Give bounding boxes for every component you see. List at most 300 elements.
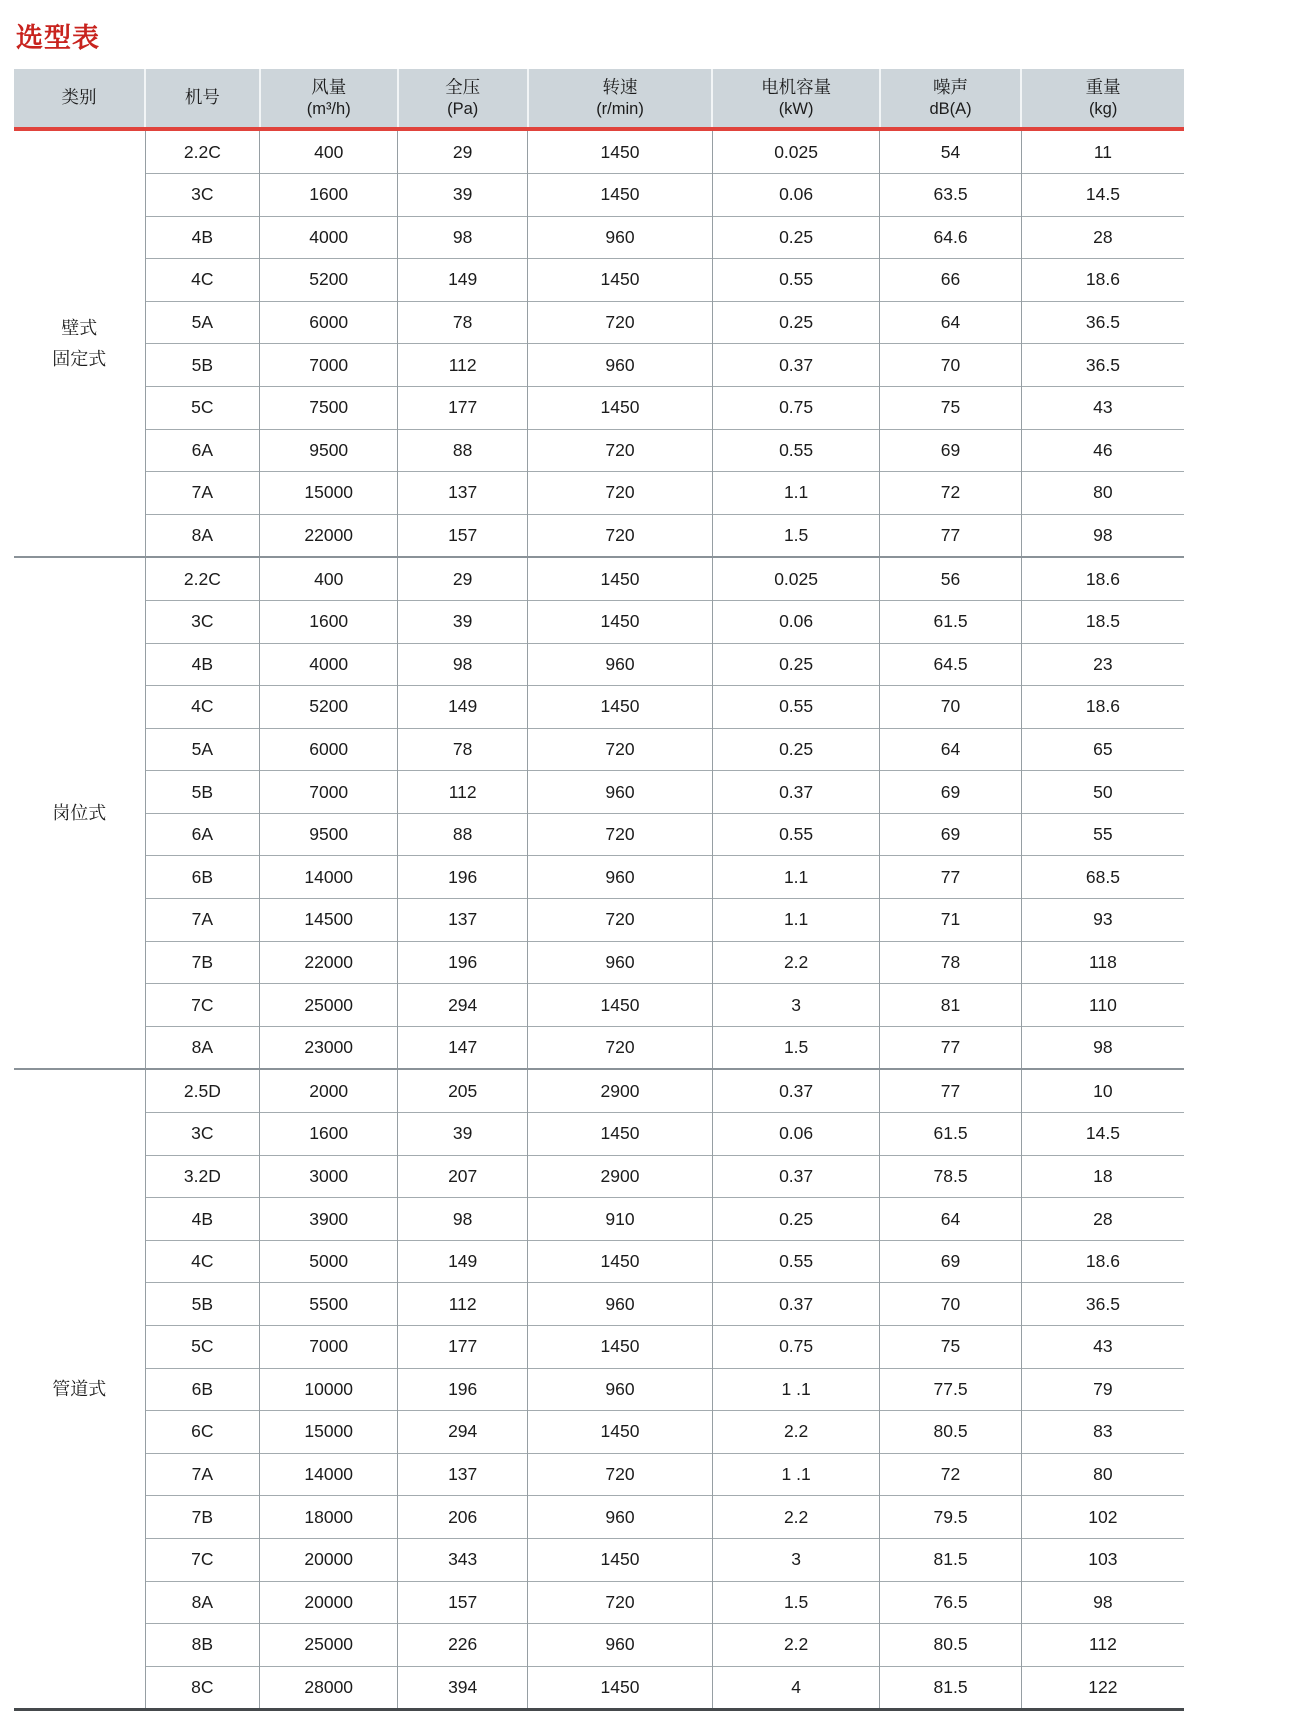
table-row	[14, 129, 1184, 173]
table-cell: 7C	[145, 1538, 260, 1581]
column-label: 重量	[1085, 77, 1121, 97]
table-cell: 157	[398, 1581, 528, 1624]
table-cell: 5A	[145, 728, 260, 771]
table-cell: 36.5	[1021, 301, 1184, 344]
table-cell: 149	[398, 259, 528, 302]
table-cell: 0.55	[712, 429, 879, 472]
table-row	[14, 1283, 1184, 1326]
table-cell: 83	[1021, 1411, 1184, 1454]
table-cell: 0.37	[712, 771, 879, 814]
table-cell: 910	[528, 1198, 713, 1241]
table-cell: 5C	[145, 1326, 260, 1369]
table-row	[14, 344, 1184, 387]
table-cell: 1450	[528, 557, 713, 600]
table-row	[14, 1368, 1184, 1411]
table-cell: 0.75	[712, 386, 879, 429]
table-cell: 177	[398, 386, 528, 429]
table-row	[14, 1581, 1184, 1624]
table-cell: 7500	[260, 386, 398, 429]
table-cell: 960	[528, 1496, 713, 1539]
table-cell: 1450	[528, 600, 713, 643]
table-row	[14, 386, 1184, 429]
table-cell: 80.5	[880, 1624, 1022, 1667]
table-cell: 10	[1021, 1069, 1184, 1112]
table-cell: 88	[398, 813, 528, 856]
table-cell: 1450	[528, 1240, 713, 1283]
table-row	[14, 899, 1184, 942]
table-cell: 14500	[260, 899, 398, 942]
table-cell: 8C	[145, 1666, 260, 1710]
table-cell: 61.5	[880, 1113, 1022, 1156]
table-cell: 1.5	[712, 1026, 879, 1069]
table-cell: 102	[1021, 1496, 1184, 1539]
table-cell: 137	[398, 472, 528, 515]
category-cell	[14, 1069, 145, 1709]
table-cell: 3C	[145, 173, 260, 216]
table-cell: 81.5	[880, 1538, 1022, 1581]
table-cell: 39	[398, 173, 528, 216]
table-cell: 112	[398, 344, 528, 387]
table-cell: 5B	[145, 1283, 260, 1326]
table-row	[14, 1069, 1184, 1112]
column-unit: (kg)	[1088, 99, 1118, 118]
table-cell: 98	[1021, 1581, 1184, 1624]
table-cell: 8A	[145, 1026, 260, 1069]
table-cell: 70	[880, 344, 1022, 387]
table-cell: 70	[880, 686, 1022, 729]
table-cell: 122	[1021, 1666, 1184, 1710]
table-cell: 1600	[260, 600, 398, 643]
table-cell: 18.6	[1021, 686, 1184, 729]
table-cell: 1 .1	[712, 1368, 879, 1411]
table-cell: 63.5	[880, 173, 1022, 216]
table-cell: 1450	[528, 1666, 713, 1710]
table-cell: 6C	[145, 1411, 260, 1454]
table-cell: 77.5	[880, 1368, 1022, 1411]
column-header-7	[880, 69, 1022, 129]
table-cell: 72	[880, 1453, 1022, 1496]
table-cell: 25000	[260, 984, 398, 1027]
table-cell: 1.1	[712, 856, 879, 899]
table-cell: 8A	[145, 514, 260, 557]
table-row	[14, 1155, 1184, 1198]
table-cell: 56	[880, 557, 1022, 600]
table-cell: 5500	[260, 1283, 398, 1326]
table-cell: 1.5	[712, 514, 879, 557]
table-cell: 7B	[145, 941, 260, 984]
table-cell: 0.25	[712, 643, 879, 686]
table-cell: 720	[528, 813, 713, 856]
table-cell: 61.5	[880, 600, 1022, 643]
table-cell: 0.06	[712, 173, 879, 216]
table-cell: 64	[880, 728, 1022, 771]
table-cell: 1450	[528, 1326, 713, 1369]
table-cell: 20000	[260, 1581, 398, 1624]
table-cell: 78	[880, 941, 1022, 984]
table-cell: 3	[712, 1538, 879, 1581]
table-row	[14, 643, 1184, 686]
table-cell: 69	[880, 1240, 1022, 1283]
table-cell: 960	[528, 344, 713, 387]
table-row	[14, 173, 1184, 216]
table-cell: 226	[398, 1624, 528, 1667]
table-cell: 4000	[260, 216, 398, 259]
table-cell: 137	[398, 899, 528, 942]
table-cell: 0.06	[712, 600, 879, 643]
table-cell: 4C	[145, 259, 260, 302]
table-cell: 394	[398, 1666, 528, 1710]
table-row	[14, 1496, 1184, 1539]
table-cell: 98	[1021, 514, 1184, 557]
table-cell: 1.1	[712, 899, 879, 942]
table-cell: 29	[398, 129, 528, 173]
table-cell: 14.5	[1021, 1113, 1184, 1156]
table-row	[14, 557, 1184, 600]
table-cell: 98	[398, 216, 528, 259]
table-cell: 4B	[145, 643, 260, 686]
column-label: 机号	[184, 87, 220, 108]
table-row	[14, 1538, 1184, 1581]
section-2	[14, 557, 1184, 1069]
table-cell: 18.6	[1021, 1240, 1184, 1283]
column-header-5	[528, 69, 713, 129]
table-cell: 9500	[260, 813, 398, 856]
table-cell: 5A	[145, 301, 260, 344]
table-cell: 1450	[528, 129, 713, 173]
table-cell: 78	[398, 301, 528, 344]
column-label: 电机容量	[761, 77, 832, 97]
table-cell: 77	[880, 1026, 1022, 1069]
table-cell: 77	[880, 514, 1022, 557]
table-cell: 4	[712, 1666, 879, 1710]
table-cell: 22000	[260, 941, 398, 984]
table-cell: 11	[1021, 129, 1184, 173]
table-cell: 1450	[528, 173, 713, 216]
table-cell: 3C	[145, 1113, 260, 1156]
table-row	[14, 1666, 1184, 1710]
table-cell: 720	[528, 472, 713, 515]
table-row	[14, 514, 1184, 557]
table-cell: 28	[1021, 216, 1184, 259]
table-cell: 0.37	[712, 344, 879, 387]
table-cell: 18.6	[1021, 557, 1184, 600]
table-cell: 7A	[145, 472, 260, 515]
table-cell: 3C	[145, 600, 260, 643]
table-cell: 64.5	[880, 643, 1022, 686]
table-cell: 18	[1021, 1155, 1184, 1198]
column-unit: (m³/h)	[306, 99, 351, 118]
section-3	[14, 1069, 1184, 1709]
table-row	[14, 1453, 1184, 1496]
table-cell: 4B	[145, 216, 260, 259]
table-cell: 14000	[260, 1453, 398, 1496]
table-cell: 4C	[145, 686, 260, 729]
table-cell: 103	[1021, 1538, 1184, 1581]
table-cell: 7000	[260, 344, 398, 387]
table-cell: 3000	[260, 1155, 398, 1198]
table-cell: 960	[528, 216, 713, 259]
table-row	[14, 301, 1184, 344]
column-header-1	[14, 69, 145, 129]
table-row	[14, 771, 1184, 814]
table-cell: 7C	[145, 984, 260, 1027]
table-cell: 720	[528, 899, 713, 942]
table-cell: 1.5	[712, 1581, 879, 1624]
table-cell: 69	[880, 429, 1022, 472]
selection-table	[14, 69, 1184, 1711]
table-cell: 1450	[528, 984, 713, 1027]
table-cell: 9500	[260, 429, 398, 472]
table-cell: 196	[398, 856, 528, 899]
table-cell: 36.5	[1021, 344, 1184, 387]
table-cell: 110	[1021, 984, 1184, 1027]
table-cell: 64	[880, 1198, 1022, 1241]
category-cell	[14, 557, 145, 1069]
table-cell: 23	[1021, 643, 1184, 686]
table-cell: 149	[398, 686, 528, 729]
table-cell: 1.1	[712, 472, 879, 515]
table-cell: 2.2	[712, 941, 879, 984]
column-header-8	[1021, 69, 1184, 129]
table-cell: 720	[528, 1453, 713, 1496]
table-cell: 6A	[145, 429, 260, 472]
table-cell: 0.37	[712, 1155, 879, 1198]
table-cell: 960	[528, 856, 713, 899]
table-cell: 2.2	[712, 1624, 879, 1667]
table-cell: 1 .1	[712, 1453, 879, 1496]
column-label: 类别	[61, 87, 97, 108]
table-cell: 54	[880, 129, 1022, 173]
table-cell: 2900	[528, 1069, 713, 1112]
table-cell: 29	[398, 557, 528, 600]
table-cell: 98	[1021, 1026, 1184, 1069]
table-cell: 1450	[528, 1411, 713, 1454]
table-cell: 1450	[528, 1113, 713, 1156]
column-label: 噪声	[933, 77, 969, 97]
category-label-line: 固定式	[52, 348, 107, 369]
table-cell: 0.55	[712, 686, 879, 729]
table-cell: 294	[398, 984, 528, 1027]
table-cell: 88	[398, 429, 528, 472]
table-cell: 25000	[260, 1624, 398, 1667]
column-unit: (r/min)	[596, 99, 644, 118]
category-label-line: 岗位式	[52, 803, 107, 824]
table-row	[14, 1198, 1184, 1241]
table-cell: 157	[398, 514, 528, 557]
table-row	[14, 856, 1184, 899]
table-cell: 8A	[145, 1581, 260, 1624]
table-cell: 0.75	[712, 1326, 879, 1369]
column-header-2	[145, 69, 260, 129]
table-cell: 50	[1021, 771, 1184, 814]
table-cell: 66	[880, 259, 1022, 302]
page-title: 选型表	[16, 23, 100, 53]
table-cell: 81	[880, 984, 1022, 1027]
table-cell: 2900	[528, 1155, 713, 1198]
table-cell: 69	[880, 771, 1022, 814]
table-cell: 0.06	[712, 1113, 879, 1156]
table-cell: 196	[398, 1368, 528, 1411]
table-cell: 2.2C	[145, 557, 260, 600]
table-cell: 70	[880, 1283, 1022, 1326]
table-header	[14, 69, 1184, 129]
table-cell: 10000	[260, 1368, 398, 1411]
table-row	[14, 429, 1184, 472]
table-cell: 4B	[145, 1198, 260, 1241]
table-cell: 98	[398, 1198, 528, 1241]
table-cell: 960	[528, 1283, 713, 1326]
table-cell: 720	[528, 1026, 713, 1069]
section-1	[14, 129, 1184, 557]
table-cell: 43	[1021, 1326, 1184, 1369]
table-row	[14, 813, 1184, 856]
table-cell: 0.25	[712, 216, 879, 259]
column-unit: dB(A)	[929, 99, 972, 118]
table-row	[14, 216, 1184, 259]
header-row	[14, 69, 1184, 129]
table-cell: 2.2	[712, 1411, 879, 1454]
table-row	[14, 600, 1184, 643]
table-cell: 80	[1021, 472, 1184, 515]
table-cell: 18.5	[1021, 600, 1184, 643]
table-cell: 18000	[260, 1496, 398, 1539]
table-cell: 81.5	[880, 1666, 1022, 1710]
table-cell: 46	[1021, 429, 1184, 472]
table-cell: 15000	[260, 1411, 398, 1454]
table-row	[14, 472, 1184, 515]
table-cell: 0.55	[712, 813, 879, 856]
table-cell: 177	[398, 1326, 528, 1369]
table-cell: 8B	[145, 1624, 260, 1667]
table-cell: 0.025	[712, 557, 879, 600]
table-cell: 137	[398, 1453, 528, 1496]
table-cell: 93	[1021, 899, 1184, 942]
column-label: 转速	[602, 77, 638, 97]
table-cell: 14.5	[1021, 173, 1184, 216]
table-row	[14, 1624, 1184, 1667]
table-cell: 3.2D	[145, 1155, 260, 1198]
table-row	[14, 259, 1184, 302]
table-cell: 5200	[260, 259, 398, 302]
table-row	[14, 1026, 1184, 1069]
table-cell: 6A	[145, 813, 260, 856]
table-cell: 196	[398, 941, 528, 984]
table-cell: 39	[398, 1113, 528, 1156]
table-row	[14, 984, 1184, 1027]
table-cell: 0.025	[712, 129, 879, 173]
column-label: 全压	[445, 77, 481, 97]
table-cell: 64	[880, 301, 1022, 344]
table-cell: 22000	[260, 514, 398, 557]
table-cell: 720	[528, 728, 713, 771]
table-cell: 78	[398, 728, 528, 771]
table-cell: 20000	[260, 1538, 398, 1581]
table-cell: 0.37	[712, 1069, 879, 1112]
table-cell: 14000	[260, 856, 398, 899]
table-cell: 77	[880, 856, 1022, 899]
table-cell: 15000	[260, 472, 398, 515]
table-cell: 294	[398, 1411, 528, 1454]
table-cell: 960	[528, 941, 713, 984]
table-cell: 7A	[145, 1453, 260, 1496]
table-cell: 64.6	[880, 216, 1022, 259]
column-unit: (Pa)	[447, 99, 479, 118]
table-cell: 6000	[260, 728, 398, 771]
table-cell: 6B	[145, 1368, 260, 1411]
table-cell: 0.25	[712, 728, 879, 771]
table-cell: 2.2	[712, 1496, 879, 1539]
table-cell: 3900	[260, 1198, 398, 1241]
table-cell: 5B	[145, 771, 260, 814]
table-cell: 1450	[528, 386, 713, 429]
table-cell: 18.6	[1021, 259, 1184, 302]
table-cell: 1600	[260, 1113, 398, 1156]
table-cell: 6B	[145, 856, 260, 899]
table-cell: 112	[398, 771, 528, 814]
table-cell: 0.55	[712, 259, 879, 302]
category-cell	[14, 129, 145, 557]
table-cell: 7000	[260, 1326, 398, 1369]
table-row	[14, 686, 1184, 729]
table-cell: 7B	[145, 1496, 260, 1539]
column-header-3	[260, 69, 398, 129]
table-cell: 79	[1021, 1368, 1184, 1411]
table-cell: 75	[880, 386, 1022, 429]
table-cell: 147	[398, 1026, 528, 1069]
table-cell: 7000	[260, 771, 398, 814]
table-cell: 69	[880, 813, 1022, 856]
table-cell: 68.5	[1021, 856, 1184, 899]
table-cell: 720	[528, 1581, 713, 1624]
table-cell: 3	[712, 984, 879, 1027]
table-cell: 720	[528, 429, 713, 472]
table-cell: 80	[1021, 1453, 1184, 1496]
table-row	[14, 1113, 1184, 1156]
table-cell: 207	[398, 1155, 528, 1198]
table-cell: 0.37	[712, 1283, 879, 1326]
table-cell: 149	[398, 1240, 528, 1283]
table-cell: 5B	[145, 344, 260, 387]
table-cell: 5C	[145, 386, 260, 429]
table-cell: 2000	[260, 1069, 398, 1112]
table-cell: 39	[398, 600, 528, 643]
table-cell: 7A	[145, 899, 260, 942]
table-cell: 77	[880, 1069, 1022, 1112]
table-cell: 43	[1021, 386, 1184, 429]
table-cell: 72	[880, 472, 1022, 515]
table-cell: 78.5	[880, 1155, 1022, 1198]
table-cell: 112	[1021, 1624, 1184, 1667]
table-cell: 5200	[260, 686, 398, 729]
column-label: 风量	[311, 77, 347, 97]
table-cell: 2.2C	[145, 129, 260, 173]
table-cell: 2.5D	[145, 1069, 260, 1112]
table-cell: 1450	[528, 259, 713, 302]
table-row	[14, 1326, 1184, 1369]
table-row	[14, 1411, 1184, 1454]
table-cell: 720	[528, 514, 713, 557]
table-row	[14, 728, 1184, 771]
category-label-line: 管道式	[52, 1379, 107, 1400]
category-label-line: 壁式	[61, 318, 98, 339]
table-cell: 55	[1021, 813, 1184, 856]
table-cell: 5000	[260, 1240, 398, 1283]
table-cell: 118	[1021, 941, 1184, 984]
table-cell: 1600	[260, 173, 398, 216]
table-cell: 28	[1021, 1198, 1184, 1241]
table-cell: 0.25	[712, 1198, 879, 1241]
table-cell: 76.5	[880, 1581, 1022, 1624]
